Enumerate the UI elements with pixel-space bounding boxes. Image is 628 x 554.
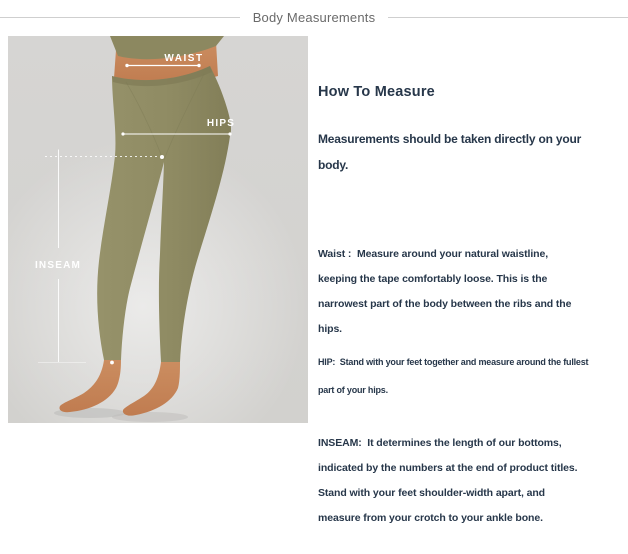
intro-paragraph [318,126,624,178]
hips-label: HIPS [206,118,236,129]
waist-line-dot [197,64,200,67]
waist-label: WAIST [164,53,204,64]
paragraph-line: HIP: Stand with your feet together and measure around the fullest [318,357,589,367]
header-rule-right [388,17,628,18]
paragraph-line: keeping the tape comfortably loose. This is the [318,273,548,285]
foot-shadow [112,412,188,422]
paragraph-line: Stand with your feet shoulder-width apart, and [318,487,545,499]
hips-line-dot [228,132,231,135]
waist-paragraph [318,242,624,342]
waist-line-dot [125,64,128,67]
header-rule-left [0,17,240,18]
model-photo-canvas [8,36,308,423]
paragraph-line: INSEAM: It determines the length of our bottoms, [318,437,562,449]
inseam-label: INSEAM [34,260,82,271]
paragraph-line: hips. [318,323,343,335]
paragraph-line: narrowest part of the body between the ribs and the [318,298,572,310]
paragraph-line: Measurements should be taken directly on your [318,132,582,146]
model-photo [8,36,308,423]
page-title: Body Measurements [252,9,376,25]
article-heading: How To Measure [318,84,435,100]
inseam-ankle-dot [110,361,114,365]
inseam-paragraph [318,431,624,531]
paragraph-line: indicated by the numbers at the end of product titles. [318,462,578,474]
how-to-measure-article [318,84,624,531]
section-header [0,8,628,26]
paragraph-line: Waist : Measure around your natural waistline, [318,248,549,260]
hips-line-dot [121,132,124,135]
paragraph-line: body. [318,158,349,172]
hip-paragraph [318,348,624,404]
paragraph-line: measure from your crotch to your ankle bone. [318,512,543,524]
inseam-crotch-dot [160,155,164,159]
paragraph-line: part of your hips. [318,385,388,395]
